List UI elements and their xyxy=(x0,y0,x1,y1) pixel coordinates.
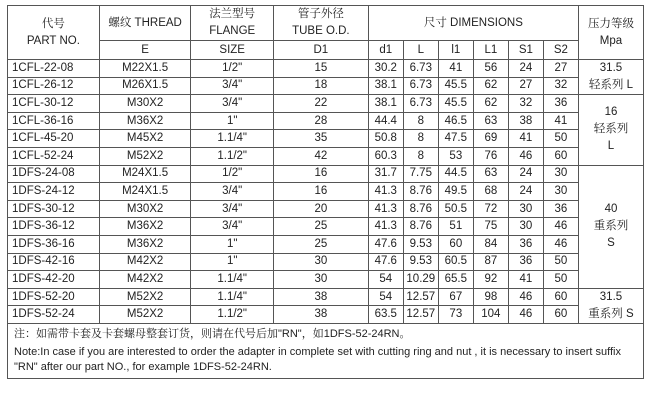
cell-d1: 38.1 xyxy=(368,95,403,113)
table-row xyxy=(8,130,644,148)
pressure-group-cell xyxy=(578,165,643,288)
cell-l: 8.76 xyxy=(403,200,438,218)
cell-l1: 41 xyxy=(438,60,473,78)
header-tube-cn: 管子外径 xyxy=(297,8,344,20)
cell-l: 12.57 xyxy=(403,306,438,324)
header-pressure-cn: 压力等级 xyxy=(587,17,634,30)
cell-s2: 46 xyxy=(543,235,578,253)
cell-s2: 27 xyxy=(543,60,578,78)
cell-flange: 1.1/4" xyxy=(191,271,273,289)
cell-l: 9.53 xyxy=(403,235,438,253)
cell-l1: 62 xyxy=(473,95,508,113)
cell-d1: 41.3 xyxy=(368,218,403,236)
cell-part: 1DFS-52-20 xyxy=(8,288,100,306)
header-thread-sub: E xyxy=(99,41,191,60)
cell-s1: 30 xyxy=(508,218,543,236)
cell-l1: 60.5 xyxy=(438,253,473,271)
cell-tube: 35 xyxy=(273,130,368,148)
cell-flange: 1/2" xyxy=(191,165,273,183)
cell-tube: 16 xyxy=(273,165,368,183)
cell-s1: 41 xyxy=(508,271,543,289)
cell-s2: 50 xyxy=(543,271,578,289)
cell-thread: M26X1.5 xyxy=(99,77,191,95)
cell-l1: 65.5 xyxy=(438,271,473,289)
header-dim-L: L xyxy=(403,41,438,60)
pressure-line3: L xyxy=(607,140,615,153)
cell-l1: 46.5 xyxy=(438,112,473,130)
cell-s1: 46 xyxy=(508,306,543,324)
cell-flange: 1.1/4" xyxy=(191,130,273,148)
cell-flange: 1" xyxy=(191,112,273,130)
header-part-en: PART NO. xyxy=(26,34,80,47)
cell-tube: 15 xyxy=(273,60,368,78)
cell-l1: 63 xyxy=(473,165,508,183)
cell-l: 8 xyxy=(403,130,438,148)
cell-s2: 46 xyxy=(543,218,578,236)
cell-l1: 50.5 xyxy=(438,200,473,218)
table-row xyxy=(8,147,644,165)
cell-thread: M52X2 xyxy=(99,147,191,165)
cell-d1: 44.4 xyxy=(368,112,403,130)
cell-l: 12.57 xyxy=(403,288,438,306)
cell-s1: 36 xyxy=(508,253,543,271)
header-dimensions: 尺寸 DIMENSIONS xyxy=(368,6,578,41)
cell-l1: 98 xyxy=(473,288,508,306)
cell-thread: M36X2 xyxy=(99,218,191,236)
pressure-group-cell xyxy=(578,60,643,95)
cell-tube: 30 xyxy=(273,253,368,271)
table-row xyxy=(8,165,644,183)
pressure-line1: 31.5 xyxy=(599,62,623,75)
cell-l1: 69 xyxy=(473,130,508,148)
cell-thread: M30X2 xyxy=(99,200,191,218)
cell-s2: 60 xyxy=(543,147,578,165)
cell-thread: M30X2 xyxy=(99,95,191,113)
cell-tube: 16 xyxy=(273,183,368,201)
note-row xyxy=(8,323,644,378)
cell-flange: 1" xyxy=(191,235,273,253)
cell-s1: 46 xyxy=(508,288,543,306)
cell-part: 1DFS-36-16 xyxy=(8,235,100,253)
cell-s2: 50 xyxy=(543,253,578,271)
cell-s1: 30 xyxy=(508,200,543,218)
cell-l: 10.29 xyxy=(403,271,438,289)
header-row-bottom xyxy=(8,41,644,60)
table-row xyxy=(8,183,644,201)
cell-flange: 3/4" xyxy=(191,183,273,201)
header-flange-en: FLANGE xyxy=(209,25,256,37)
cell-tube: 25 xyxy=(273,218,368,236)
cell-l: 8 xyxy=(403,112,438,130)
table-row xyxy=(8,200,644,218)
cell-d1: 47.6 xyxy=(368,253,403,271)
cell-l1: 53 xyxy=(438,147,473,165)
cell-d1: 60.3 xyxy=(368,147,403,165)
cell-flange: 1" xyxy=(191,253,273,271)
header-pressure-en: Mpa xyxy=(599,34,623,47)
header-pressure xyxy=(578,6,643,60)
cell-part: 1DFS-36-12 xyxy=(8,218,100,236)
cell-l1: 104 xyxy=(473,306,508,324)
cell-l: 8.76 xyxy=(403,183,438,201)
header-part-no xyxy=(8,6,100,60)
cell-l1: 92 xyxy=(473,271,508,289)
cell-thread: M24X1.5 xyxy=(99,165,191,183)
cell-s2: 50 xyxy=(543,130,578,148)
cell-l1: 73 xyxy=(438,306,473,324)
cell-l1: 60 xyxy=(438,235,473,253)
cell-l1: 67 xyxy=(438,288,473,306)
pressure-line2: 轻系列 xyxy=(593,123,629,136)
cell-s1: 38 xyxy=(508,112,543,130)
cell-s1: 36 xyxy=(508,235,543,253)
cell-s1: 32 xyxy=(508,95,543,113)
header-dim-l1: l1 xyxy=(438,41,473,60)
cell-s2: 30 xyxy=(543,165,578,183)
cell-flange: 1.1/4" xyxy=(191,288,273,306)
cell-thread: M52X2 xyxy=(99,288,191,306)
cell-l: 9.53 xyxy=(403,253,438,271)
header-part-cn: 代号 xyxy=(41,17,65,30)
cell-s2: 36 xyxy=(543,95,578,113)
table-body xyxy=(8,60,644,324)
cell-l1: 72 xyxy=(473,200,508,218)
cell-thread: M36X2 xyxy=(99,112,191,130)
cell-thread: M42X2 xyxy=(99,253,191,271)
table-row xyxy=(8,288,644,306)
cell-l1: 49.5 xyxy=(438,183,473,201)
cell-thread: M52X2 xyxy=(99,306,191,324)
table-row xyxy=(8,77,644,95)
cell-s2: 32 xyxy=(543,77,578,95)
cell-l1: 87 xyxy=(473,253,508,271)
cell-part: 1DFS-24-12 xyxy=(8,183,100,201)
cell-part: 1DFS-24-08 xyxy=(8,165,100,183)
cell-l1: 51 xyxy=(438,218,473,236)
cell-d1: 41.3 xyxy=(368,200,403,218)
cell-flange: 1.1/2" xyxy=(191,306,273,324)
table-row xyxy=(8,306,644,324)
cell-tube: 38 xyxy=(273,306,368,324)
cell-l1: 84 xyxy=(473,235,508,253)
table-row xyxy=(8,112,644,130)
pressure-line1: 31.5 xyxy=(599,290,623,303)
pressure-line2: 轻系列 L xyxy=(588,79,634,92)
cell-flange: 1.1/2" xyxy=(191,147,273,165)
cell-part: 1CFL-26-12 xyxy=(8,77,100,95)
fitting-spec-table xyxy=(7,5,644,379)
cell-thread: M24X1.5 xyxy=(99,183,191,201)
cell-d1: 30.2 xyxy=(368,60,403,78)
pressure-line2: 重系列 xyxy=(593,220,629,233)
cell-l: 6.73 xyxy=(403,95,438,113)
cell-d1: 54 xyxy=(368,271,403,289)
cell-s2: 41 xyxy=(543,112,578,130)
header-tube-sub: D1 xyxy=(273,41,368,60)
pressure-group-cell xyxy=(578,95,643,165)
cell-s2: 60 xyxy=(543,288,578,306)
header-tube xyxy=(273,6,368,41)
cell-flange: 3/4" xyxy=(191,77,273,95)
cell-part: 1DFS-52-24 xyxy=(8,306,100,324)
cell-flange: 1/2" xyxy=(191,60,273,78)
cell-l1: 45.5 xyxy=(438,77,473,95)
cell-s1: 24 xyxy=(508,183,543,201)
header-dim-S2: S2 xyxy=(543,41,578,60)
cell-l1: 68 xyxy=(473,183,508,201)
cell-part: 1CFL-30-12 xyxy=(8,95,100,113)
cell-part: 1CFL-52-24 xyxy=(8,147,100,165)
cell-part: 1CFL-22-08 xyxy=(8,60,100,78)
header-dim-d1: d1 xyxy=(368,41,403,60)
pressure-line2: 重系列 S xyxy=(588,307,634,320)
table-row xyxy=(8,253,644,271)
cell-tube: 42 xyxy=(273,147,368,165)
cell-thread: M42X2 xyxy=(99,271,191,289)
header-flange-cn: 法兰型号 xyxy=(209,8,256,20)
cell-l: 8 xyxy=(403,147,438,165)
cell-l1: 75 xyxy=(473,218,508,236)
pressure-group-cell xyxy=(578,288,643,323)
header-dim-S1: S1 xyxy=(508,41,543,60)
cell-s1: 24 xyxy=(508,60,543,78)
pressure-line3: S xyxy=(607,237,615,250)
cell-d1: 38.1 xyxy=(368,77,403,95)
cell-l: 6.73 xyxy=(403,77,438,95)
table-row xyxy=(8,218,644,236)
cell-tube: 25 xyxy=(273,235,368,253)
cell-d1: 41.3 xyxy=(368,183,403,201)
header-dim-L1: L1 xyxy=(473,41,508,60)
cell-d1: 47.6 xyxy=(368,235,403,253)
cell-d1: 63.5 xyxy=(368,306,403,324)
cell-thread: M36X2 xyxy=(99,235,191,253)
cell-d1: 54 xyxy=(368,288,403,306)
cell-s1: 41 xyxy=(508,130,543,148)
note-chinese: 注：如需带卡套及卡套螺母整套订货，则请在代号后加"RN"，如1DFS-52-24RN。 xyxy=(14,327,411,340)
cell-flange: 3/4" xyxy=(191,218,273,236)
cell-part: 1DFS-42-16 xyxy=(8,253,100,271)
cell-l: 8.76 xyxy=(403,218,438,236)
cell-tube: 20 xyxy=(273,200,368,218)
cell-part: 1CFL-36-16 xyxy=(8,112,100,130)
header-flange xyxy=(191,6,273,41)
cell-d1: 31.7 xyxy=(368,165,403,183)
header-flange-sub: SIZE xyxy=(191,41,273,60)
cell-part: 1DFS-42-20 xyxy=(8,271,100,289)
table-row xyxy=(8,60,644,78)
header-row-top xyxy=(8,6,644,41)
cell-tube: 38 xyxy=(273,288,368,306)
cell-tube: 28 xyxy=(273,112,368,130)
cell-l1: 56 xyxy=(473,60,508,78)
table-row xyxy=(8,95,644,113)
table-row xyxy=(8,235,644,253)
cell-l: 6.73 xyxy=(403,60,438,78)
cell-l1: 62 xyxy=(473,77,508,95)
cell-s1: 46 xyxy=(508,147,543,165)
cell-l1: 44.5 xyxy=(438,165,473,183)
cell-l1: 63 xyxy=(473,112,508,130)
cell-l1: 76 xyxy=(473,147,508,165)
header-tube-en: TUBE O.D. xyxy=(292,25,350,37)
cell-d1: 50.8 xyxy=(368,130,403,148)
pressure-line1: 16 xyxy=(604,106,618,119)
cell-s1: 24 xyxy=(508,165,543,183)
cell-l1: 45.5 xyxy=(438,95,473,113)
cell-tube: 22 xyxy=(273,95,368,113)
cell-s2: 30 xyxy=(543,183,578,201)
fitting-spec-table-wrapper xyxy=(7,5,644,400)
cell-thread: M45X2 xyxy=(99,130,191,148)
cell-tube: 30 xyxy=(273,271,368,289)
cell-s2: 36 xyxy=(543,200,578,218)
cell-flange: 3/4" xyxy=(191,95,273,113)
cell-s1: 27 xyxy=(508,77,543,95)
cell-part: 1CFL-45-20 xyxy=(8,130,100,148)
note-english: Note:In case if you are interested to order the adapter in complete set with cutting ring and nut , it is necessary to insert suffix "RN" after our part NO., for example 1DFS-52-24RN. xyxy=(14,345,621,373)
cell-l: 7.75 xyxy=(403,165,438,183)
note-cell xyxy=(8,323,644,378)
cell-l1: 47.5 xyxy=(438,130,473,148)
header-thread: 螺纹 THREAD xyxy=(99,6,191,41)
cell-part: 1DFS-30-12 xyxy=(8,200,100,218)
cell-thread: M22X1.5 xyxy=(99,60,191,78)
cell-s2: 60 xyxy=(543,306,578,324)
cell-flange: 3/4" xyxy=(191,200,273,218)
cell-tube: 18 xyxy=(273,77,368,95)
table-row xyxy=(8,271,644,289)
pressure-line1: 40 xyxy=(604,203,618,216)
